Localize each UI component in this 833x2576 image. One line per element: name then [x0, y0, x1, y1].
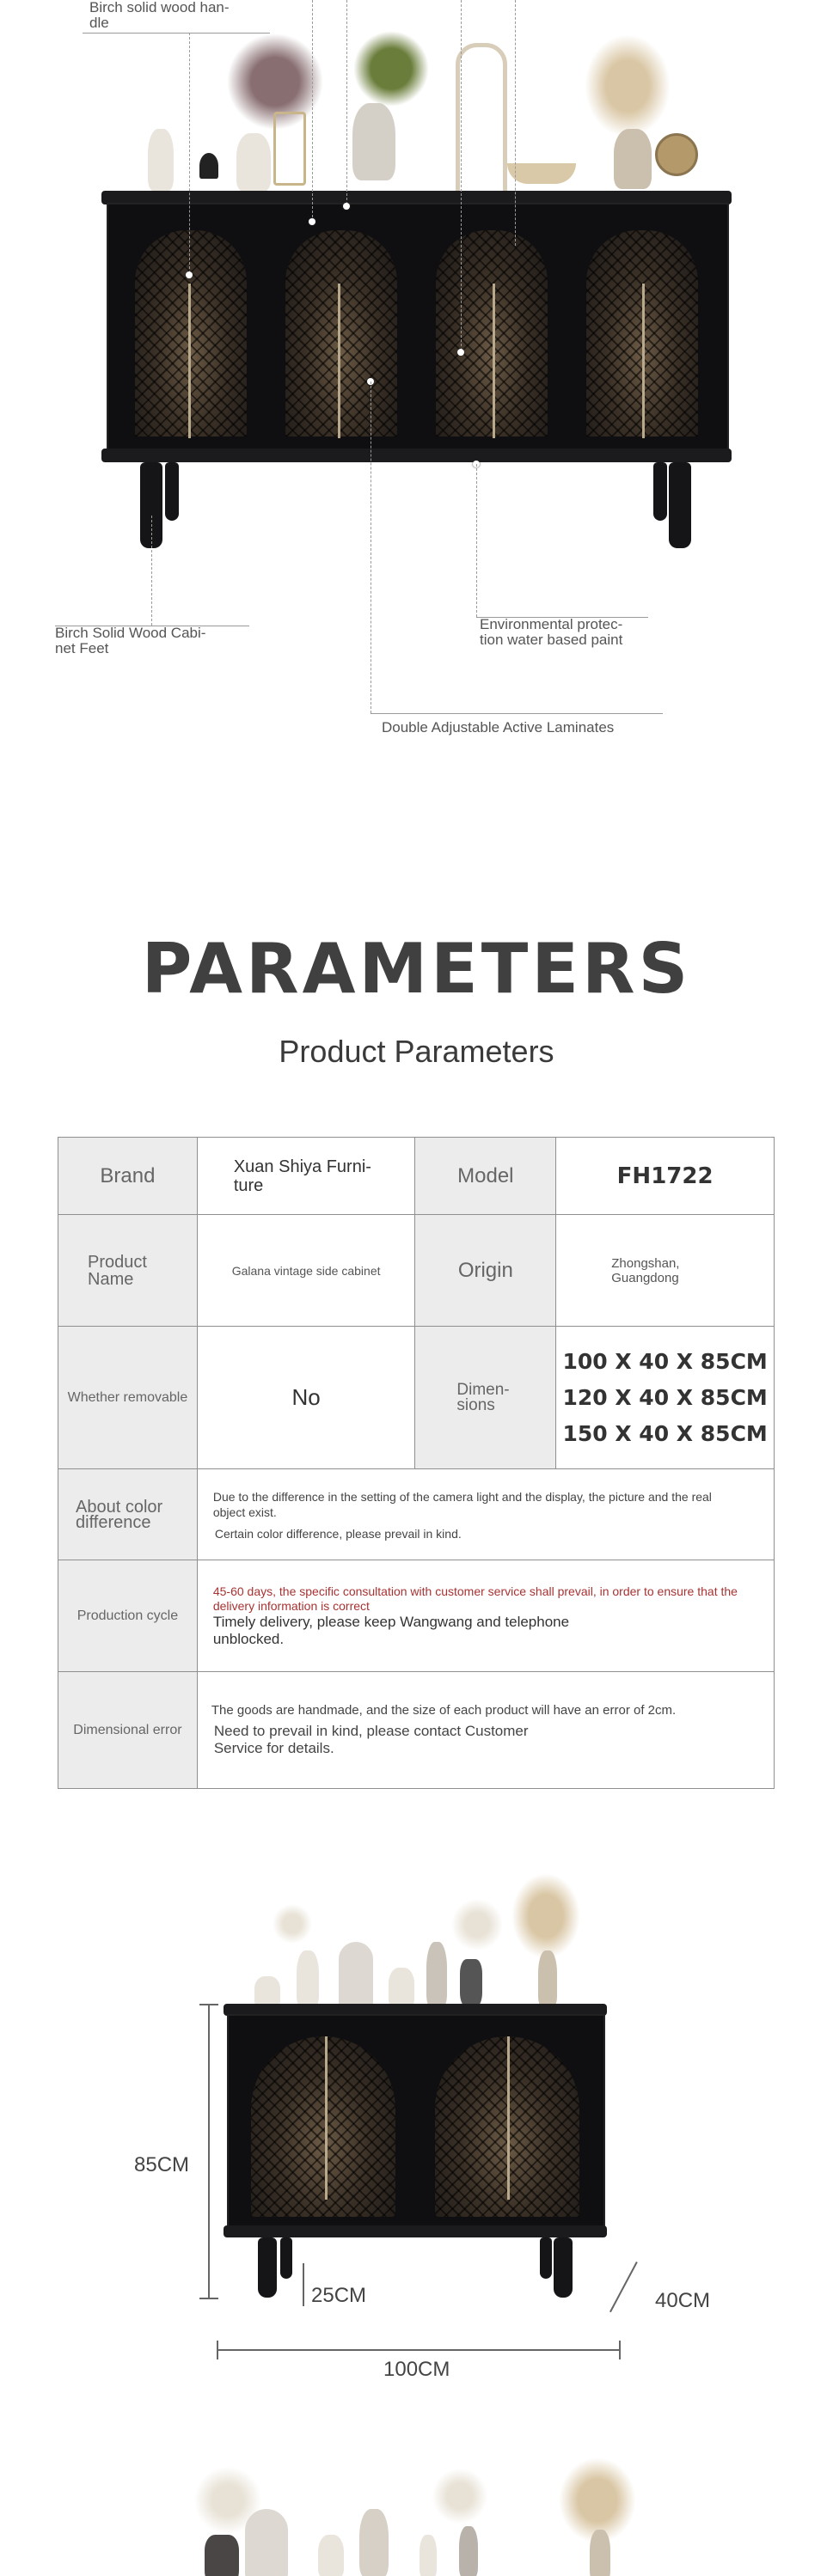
- pampas-vase-decor: [590, 2530, 610, 2576]
- dimensional-error-value: [197, 1672, 774, 1789]
- door-handle: [188, 284, 191, 438]
- pampas-grass-decor: [511, 1873, 580, 1959]
- pampas-vase-decor: [538, 1950, 557, 2007]
- production-cycle-text: 45-60 days, the specific consultation with customer service shall prevail, in order to ensure that the delivery information is correct: [212, 1584, 738, 1613]
- white-vase-decor: [148, 129, 174, 191]
- height-dimension-label: 85CM: [134, 2153, 190, 2176]
- annotation-dot: [343, 203, 350, 210]
- cabinet-leg: [258, 2237, 277, 2298]
- annotation-paint-leader: [476, 464, 477, 617]
- table-row: [58, 1138, 775, 1215]
- candle-frame-decor: [273, 112, 306, 186]
- width-dimension-label: 100CM: [383, 2358, 450, 2381]
- dimension-product-image: [0, 1856, 833, 2406]
- white-vase-decor: [420, 2535, 437, 2576]
- color-difference-note: Certain color difference, please prevail in kind.: [214, 1526, 462, 1541]
- hero-product-image: [0, 0, 833, 756]
- removable-value: No: [197, 1327, 415, 1469]
- annotation-laminates-label: Double Adjustable Active Laminates: [382, 719, 615, 736]
- cabinet-door-glass: [251, 2036, 395, 2217]
- table-row: [58, 1560, 775, 1672]
- dimensional-error-note: Need to prevail in kind, please contact Customer Service for details.: [213, 1723, 529, 1756]
- annotation-handle-leader: [189, 33, 190, 273]
- height-dimension-tick: [199, 2004, 218, 2005]
- production-cycle-value: [197, 1560, 774, 1672]
- height-dimension-line: [208, 2004, 210, 2299]
- color-difference-label: About color difference: [58, 1469, 198, 1560]
- grey-vase-decor: [426, 1942, 447, 2007]
- table-row: [58, 1672, 775, 1789]
- clock-decor: [245, 2509, 288, 2576]
- cabinet-leg: [669, 462, 691, 548]
- model-label: Model: [415, 1138, 556, 1215]
- next-product-image: [0, 2457, 833, 2576]
- removable-label: Whether removable: [58, 1327, 198, 1469]
- white-vase-decor: [359, 2509, 389, 2576]
- parameters-table: [58, 1137, 775, 1789]
- pitcher-decor: [236, 133, 271, 192]
- dimensional-error-text: The goods are handmade, and the size of each product will have an error of 2cm.: [211, 1703, 677, 1718]
- glass-vase-decor: [352, 103, 395, 180]
- clock-decor: [655, 133, 698, 176]
- width-dimension-line: [217, 2349, 621, 2351]
- pampas-vase-decor: [614, 129, 652, 189]
- brand-value: Xuan Shiya Furni- ture: [197, 1138, 415, 1215]
- green-plant-decor: [352, 26, 430, 112]
- cabinet-leg: [165, 462, 179, 521]
- dimension-option: 120 X 40 X 85CM: [562, 1384, 768, 1410]
- product-name-label: Product Name: [58, 1215, 198, 1327]
- annotation-handle-underline: [83, 33, 270, 34]
- cabinet-leg: [554, 2237, 573, 2298]
- clock-decor: [339, 1942, 373, 2007]
- dimensional-error-label: Dimensional error: [58, 1672, 198, 1789]
- annotation-feet-label: Birch Solid Wood Cabi- net Feet: [55, 625, 206, 656]
- annotation-feet-leader: [151, 516, 152, 626]
- bird-figurine-decor: [199, 153, 218, 179]
- table-row: [58, 1469, 775, 1560]
- door-handle: [493, 284, 495, 438]
- annotation-leader: [312, 0, 313, 222]
- table-row: [58, 1215, 775, 1327]
- cabinet-door-glass: [436, 230, 548, 436]
- dimensions-values: [556, 1327, 775, 1469]
- section-subtitle: Product Parameters: [279, 1034, 554, 1069]
- product-name-value: Galana vintage side cabinet: [197, 1215, 415, 1327]
- annotation-leader: [461, 0, 462, 351]
- door-handle: [338, 284, 340, 438]
- white-vase-decor: [254, 1976, 280, 2007]
- grey-vase-decor: [459, 2526, 478, 2576]
- production-cycle-note: Timely delivery, please keep Wangwang and telephone unblocked.: [212, 1613, 570, 1647]
- model-value: FH1722: [556, 1138, 775, 1215]
- flower-decor: [271, 1902, 314, 1945]
- cabinet-leg: [653, 462, 667, 521]
- color-difference-text: Due to the difference in the setting of the camera light and the display, the picture and the real object exist.: [212, 1489, 712, 1519]
- dimension-option: 150 X 40 X 85CM: [562, 1420, 768, 1446]
- flower-decor: [447, 1899, 507, 1950]
- annotation-dot: [309, 218, 315, 225]
- door-handle: [507, 2036, 510, 2200]
- cabinet-leg: [280, 2237, 292, 2279]
- annotation-handle-dot: [186, 272, 193, 278]
- door-handle: [325, 2036, 328, 2200]
- depth-dimension-line: [609, 2262, 638, 2312]
- dimension-option: 100 X 40 X 85CM: [562, 1348, 768, 1374]
- table-row: [58, 1327, 775, 1469]
- annotation-leader: [515, 0, 516, 246]
- annotation-leader: [346, 0, 347, 204]
- origin-label: Origin: [415, 1215, 556, 1327]
- dark-vase-decor: [460, 1959, 482, 2007]
- cabinet-base: [224, 2225, 607, 2237]
- leg-dimension-line: [303, 2263, 304, 2306]
- depth-dimension-label: 40CM: [655, 2289, 711, 2312]
- arch-mirror-decor: [456, 43, 507, 198]
- white-vase-decor: [318, 2535, 344, 2576]
- leg-dimension-label: 25CM: [311, 2284, 367, 2307]
- cabinet-leg: [540, 2237, 552, 2279]
- brand-label: Brand: [58, 1138, 198, 1215]
- annotation-paint-label: Environmental protec- tion water based paint: [480, 616, 623, 648]
- cabinet-door-glass: [135, 230, 247, 436]
- white-vase-decor: [389, 1968, 414, 2007]
- annotation-laminates-underline: [371, 713, 663, 714]
- production-cycle-label: Production cycle: [58, 1560, 198, 1672]
- dimensions-label: Dimen- sions: [415, 1327, 556, 1469]
- width-dimension-tick: [217, 2341, 218, 2359]
- annotation-dot: [457, 349, 464, 356]
- origin-value: Zhongshan, Guangdong: [556, 1215, 775, 1327]
- white-vase-decor: [297, 1950, 319, 2007]
- width-dimension-tick: [619, 2341, 621, 2359]
- pampas-grass-decor: [585, 34, 671, 137]
- section-title: PARAMETERS: [141, 929, 692, 1009]
- color-difference-value: [197, 1469, 774, 1560]
- cabinet-door-glass: [285, 230, 397, 436]
- cabinet-base: [101, 449, 732, 462]
- annotation-handle-label: Birch solid wood han- dle: [89, 0, 230, 31]
- dark-vase-decor: [205, 2535, 239, 2576]
- door-handle: [642, 284, 645, 438]
- flower-decor: [430, 2466, 490, 2526]
- bowl-decor: [507, 163, 576, 184]
- height-dimension-tick: [199, 2298, 218, 2299]
